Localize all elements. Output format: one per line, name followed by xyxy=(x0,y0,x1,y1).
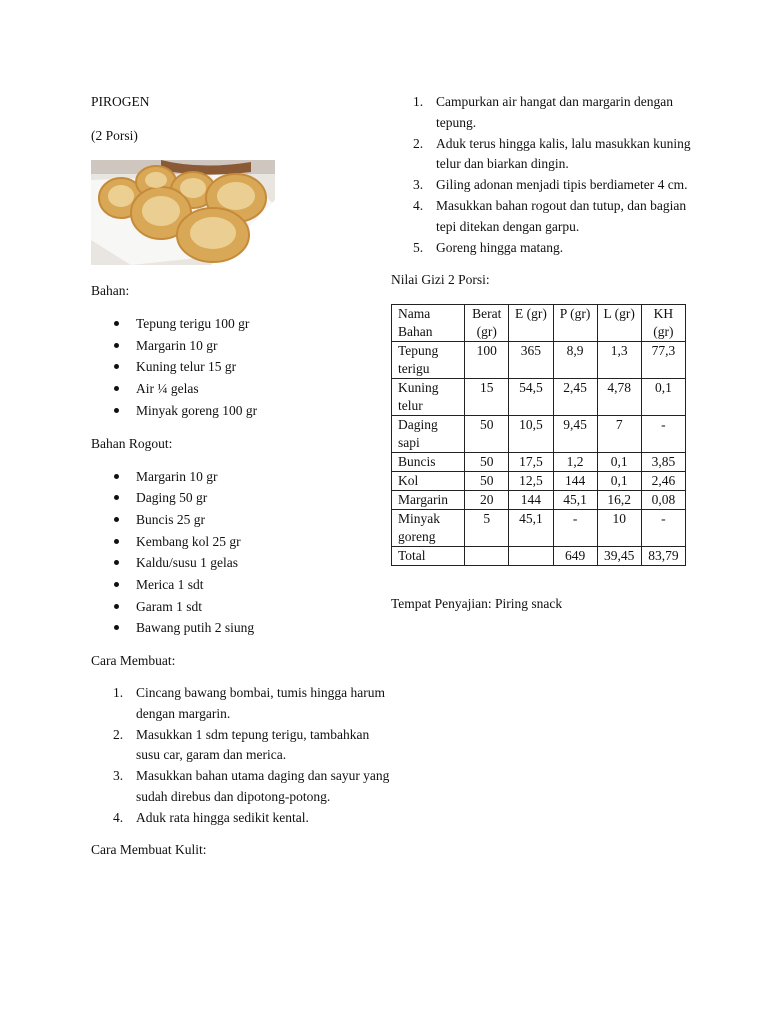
bullet-icon xyxy=(114,386,119,391)
table-cell: Daging sapi xyxy=(392,416,465,453)
table-cell: 39,45 xyxy=(597,547,641,566)
bahan-list xyxy=(91,313,391,422)
table-cell: - xyxy=(641,510,685,547)
table-cell: 144 xyxy=(509,491,553,510)
list-item: Daging 50 gr xyxy=(91,487,391,509)
bullet-icon xyxy=(114,495,119,500)
table-cell: Kuning telur xyxy=(392,379,465,416)
table-cell: 10,5 xyxy=(509,416,553,453)
list-item: Minyak goreng 100 gr xyxy=(91,400,391,422)
bullet-icon xyxy=(114,560,119,565)
table-cell: 45,1 xyxy=(509,510,553,547)
list-item: Kuning telur 15 gr xyxy=(91,356,391,378)
table-cell: 0,1 xyxy=(597,472,641,491)
table-cell: 144 xyxy=(553,472,597,491)
list-item: Buncis 25 gr xyxy=(91,509,391,531)
step-item: 4. Masukkan bahan rogout dan tutup, dan bagian tepi ditekan dengan garpu. xyxy=(413,198,687,234)
table-cell: 365 xyxy=(509,342,553,379)
left-column xyxy=(91,92,391,872)
bullet-icon xyxy=(114,582,119,587)
bahan-rogout-list xyxy=(91,466,391,640)
table-row xyxy=(392,453,686,472)
table-row xyxy=(392,379,686,416)
bullet-icon xyxy=(114,321,119,326)
table-cell: 649 xyxy=(553,547,597,566)
bullet-icon xyxy=(114,474,119,479)
list-item: Bawang putih 2 siung xyxy=(91,617,391,639)
header-lemak: L (gr) xyxy=(597,305,641,342)
table-cell: 2,45 xyxy=(553,379,597,416)
table-cell: 1,2 xyxy=(553,453,597,472)
bullet-icon xyxy=(114,625,119,630)
bahan-heading: Bahan: xyxy=(91,283,130,298)
table-row xyxy=(392,510,686,547)
step-item: 3. Giling adonan menjadi tipis berdiameter 4 cm. xyxy=(413,177,688,192)
cara-membuat-kulit-list xyxy=(391,92,691,258)
table-cell: 50 xyxy=(465,453,509,472)
bullet-icon xyxy=(114,364,119,369)
cara-membuat-heading: Cara Membuat: xyxy=(91,653,176,669)
header-nama-bahan: Nama Bahan xyxy=(392,305,465,342)
header-berat: Berat (gr) xyxy=(465,305,509,342)
table-cell: 0,1 xyxy=(597,453,641,472)
step-item: 5. Goreng hingga matang. xyxy=(413,239,564,255)
header-protein: P (gr) xyxy=(553,305,597,342)
tempat-penyajian: Tempat Penyajian: Piring snack xyxy=(391,596,563,611)
table-cell xyxy=(509,547,553,566)
bullet-icon xyxy=(114,343,119,348)
table-cell: 9,45 xyxy=(553,416,597,453)
table-cell: 8,9 xyxy=(553,342,597,379)
table-cell xyxy=(465,547,509,566)
nilai-gizi-heading: Nilai Gizi 2 Porsi: xyxy=(391,272,490,287)
table-cell: 45,1 xyxy=(553,491,597,510)
table-row xyxy=(392,472,686,491)
portion-text: (2 Porsi) xyxy=(91,128,138,143)
bullet-icon xyxy=(114,408,119,413)
list-item: Kembang kol 25 gr xyxy=(91,531,391,553)
pirogen-photo xyxy=(91,160,275,265)
table-cell: 12,5 xyxy=(509,472,553,491)
right-column xyxy=(391,92,691,614)
list-item: Kaldu/susu 1 gelas xyxy=(91,552,391,574)
list-item: Margarin 10 gr xyxy=(91,335,391,357)
step-item: 1. Campurkan air hangat dan margarin dengan tepung. xyxy=(413,94,674,130)
table-header-row xyxy=(392,305,686,342)
step-item: 1. Cincang bawang bombai, tumis hingga harum dengan margarin. xyxy=(113,685,385,721)
table-cell: Total xyxy=(392,547,465,566)
table-cell: 20 xyxy=(465,491,509,510)
table-row xyxy=(392,416,686,453)
bullet-icon xyxy=(114,604,119,609)
recipe-title: PIROGEN xyxy=(91,94,150,109)
table-cell: 2,46 xyxy=(641,472,685,491)
bahan-rogout-heading: Bahan Rogout: xyxy=(91,435,173,451)
step-item: 2. Masukkan 1 sdm tepung terigu, tambahkan susu car, garam dan merica. xyxy=(113,726,370,763)
table-cell: 7 xyxy=(597,416,641,453)
table-row xyxy=(392,491,686,510)
table-cell: 17,5 xyxy=(509,453,553,472)
table-row xyxy=(392,342,686,379)
nilai-gizi-table xyxy=(391,304,686,566)
header-kh: KH (gr) xyxy=(641,305,685,342)
table-total-row xyxy=(392,547,686,566)
step-item: 2. Aduk terus hingga kalis, lalu masukkan kuning telur dan biarkan dingin. xyxy=(413,135,691,171)
table-cell: Tepung terigu xyxy=(392,342,465,379)
table-cell: 16,2 xyxy=(597,491,641,510)
table-cell: 0,1 xyxy=(641,379,685,416)
table-cell: Minyak goreng xyxy=(392,510,465,547)
table-cell: 5 xyxy=(465,510,509,547)
list-item: Garam 1 sdt xyxy=(91,596,391,618)
table-cell: 15 xyxy=(465,379,509,416)
table-cell: 3,85 xyxy=(641,453,685,472)
cara-membuat-kulit-heading: Cara Membuat Kulit: xyxy=(91,842,207,858)
table-cell: 50 xyxy=(465,472,509,491)
bullet-icon xyxy=(114,539,119,544)
table-cell: Margarin xyxy=(392,491,465,510)
table-cell: 50 xyxy=(465,416,509,453)
bullet-icon xyxy=(114,517,119,522)
step-item: 4. Aduk rata hingga sedikit kental. xyxy=(113,809,309,825)
table-cell: Kol xyxy=(392,472,465,491)
table-cell: - xyxy=(641,416,685,453)
table-cell: 83,79 xyxy=(641,547,685,566)
table-cell: 100 xyxy=(465,342,509,379)
table-cell: 0,08 xyxy=(641,491,685,510)
table-cell: 4,78 xyxy=(597,379,641,416)
list-item: Merica 1 sdt xyxy=(91,574,391,596)
table-cell: 77,3 xyxy=(641,342,685,379)
table-cell: 54,5 xyxy=(509,379,553,416)
table-cell: 10 xyxy=(597,510,641,547)
step-item: 3. Masukkan bahan utama daging dan sayur yang sudah direbus dan dipotong-potong. xyxy=(113,768,390,804)
list-item: Tepung terigu 100 gr xyxy=(91,313,391,335)
list-item: Margarin 10 gr xyxy=(91,466,391,488)
table-cell: - xyxy=(553,510,597,547)
table-cell: 1,3 xyxy=(597,342,641,379)
table-cell: Buncis xyxy=(392,453,465,472)
list-item: Air ¼ gelas xyxy=(91,378,391,400)
header-energi: E (gr) xyxy=(509,305,553,342)
cara-membuat-list xyxy=(91,683,391,828)
